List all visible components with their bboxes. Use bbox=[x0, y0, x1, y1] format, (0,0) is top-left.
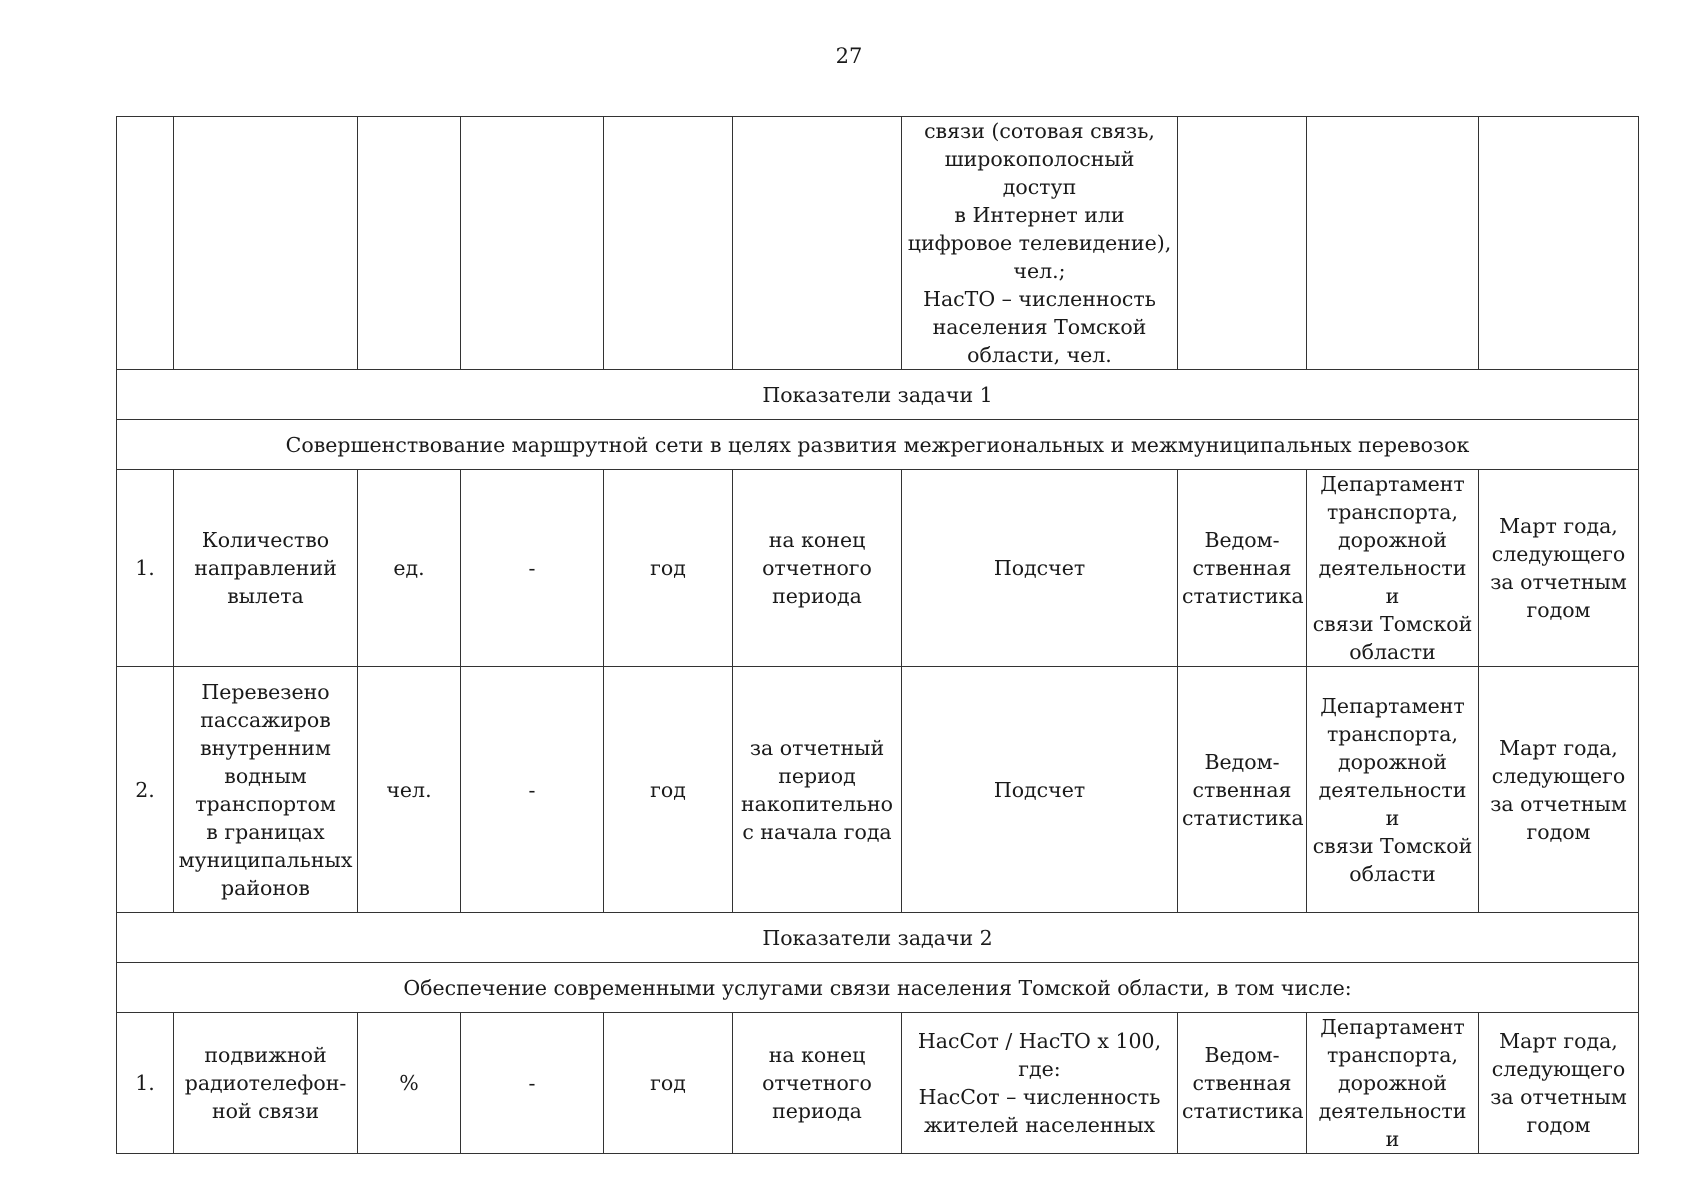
cell-empty bbox=[733, 117, 902, 370]
cell-period: год bbox=[604, 667, 733, 913]
section-description-row bbox=[117, 963, 1639, 1013]
cell-indicator-name: Количество направлений вылета bbox=[174, 470, 358, 667]
section-title-row bbox=[117, 370, 1639, 420]
section-title-row bbox=[117, 913, 1639, 963]
cell-date: на конец отчетного периода bbox=[733, 470, 902, 667]
cell-method: НасСот / НасТО x 100, где: НасСот – численность жителей населенных bbox=[902, 1013, 1178, 1154]
cell-date: на конец отчетного периода bbox=[733, 1013, 902, 1154]
cell-direction: - bbox=[461, 1013, 604, 1154]
cell-empty bbox=[461, 117, 604, 370]
cell-indicator-name: Перевезено пассажиров внутренним водным транспортом в границах муниципальных районов bbox=[174, 667, 358, 913]
cell-empty bbox=[1178, 117, 1307, 370]
cell-responsible: Департамент транспорта, дорожной деятельности и связи Томской области bbox=[1307, 470, 1479, 667]
cell-unit: % bbox=[358, 1013, 461, 1154]
page-number: 27 bbox=[835, 44, 863, 68]
cell-method: Подсчет bbox=[902, 470, 1178, 667]
cell-empty bbox=[1479, 117, 1639, 370]
cell-deadline: Март года, следующего за отчетным годом bbox=[1479, 470, 1639, 667]
cell-source: Ведом- ственная статистика bbox=[1178, 1013, 1307, 1154]
cell-empty bbox=[117, 117, 174, 370]
cell-responsible: Департамент транспорта, дорожной деятельности и bbox=[1307, 1013, 1479, 1154]
section-title: Показатели задачи 2 bbox=[117, 913, 1639, 963]
cell-period: год bbox=[604, 470, 733, 667]
indicators-table bbox=[116, 116, 1639, 1154]
cell-unit: чел. bbox=[358, 667, 461, 913]
section-description: Обеспечение современными услугами связи населения Томской области, в том числе: bbox=[117, 963, 1639, 1013]
cell-source: Ведом- ственная статистика bbox=[1178, 667, 1307, 913]
cell-number: 1. bbox=[117, 1013, 174, 1154]
cell-method: Подсчет bbox=[902, 667, 1178, 913]
cell-number: 1. bbox=[117, 470, 174, 667]
cell-method: связи (сотовая связь, широкополосный доступ в Интернет или цифровое телевидение), чел.; НасТО – численность населения Томской области, чел. bbox=[902, 117, 1178, 370]
cell-responsible: Департамент транспорта, дорожной деятельности и связи Томской области bbox=[1307, 667, 1479, 913]
cell-empty bbox=[174, 117, 358, 370]
cell-source: Ведом- ственная статистика bbox=[1178, 470, 1307, 667]
cell-direction: - bbox=[461, 470, 604, 667]
cell-deadline: Март года, следующего за отчетным годом bbox=[1479, 1013, 1639, 1154]
cell-empty bbox=[358, 117, 461, 370]
cell-date: за отчетный период накопительно с начала года bbox=[733, 667, 902, 913]
table-row bbox=[117, 1013, 1639, 1154]
table-row bbox=[117, 470, 1639, 667]
section-title: Показатели задачи 1 bbox=[117, 370, 1639, 420]
cell-unit: ед. bbox=[358, 470, 461, 667]
cell-period: год bbox=[604, 1013, 733, 1154]
section-description-row bbox=[117, 420, 1639, 470]
cell-empty bbox=[604, 117, 733, 370]
cell-number: 2. bbox=[117, 667, 174, 913]
cell-empty bbox=[1307, 117, 1479, 370]
table-row bbox=[117, 667, 1639, 913]
cell-deadline: Март года, следующего за отчетным годом bbox=[1479, 667, 1639, 913]
section-description: Совершенствование маршрутной сети в целях развития межрегиональных и межмуниципальных перевозок bbox=[117, 420, 1639, 470]
cell-direction: - bbox=[461, 667, 604, 913]
table-row bbox=[117, 117, 1639, 370]
cell-indicator-name: подвижной радиотелефон- ной связи bbox=[174, 1013, 358, 1154]
